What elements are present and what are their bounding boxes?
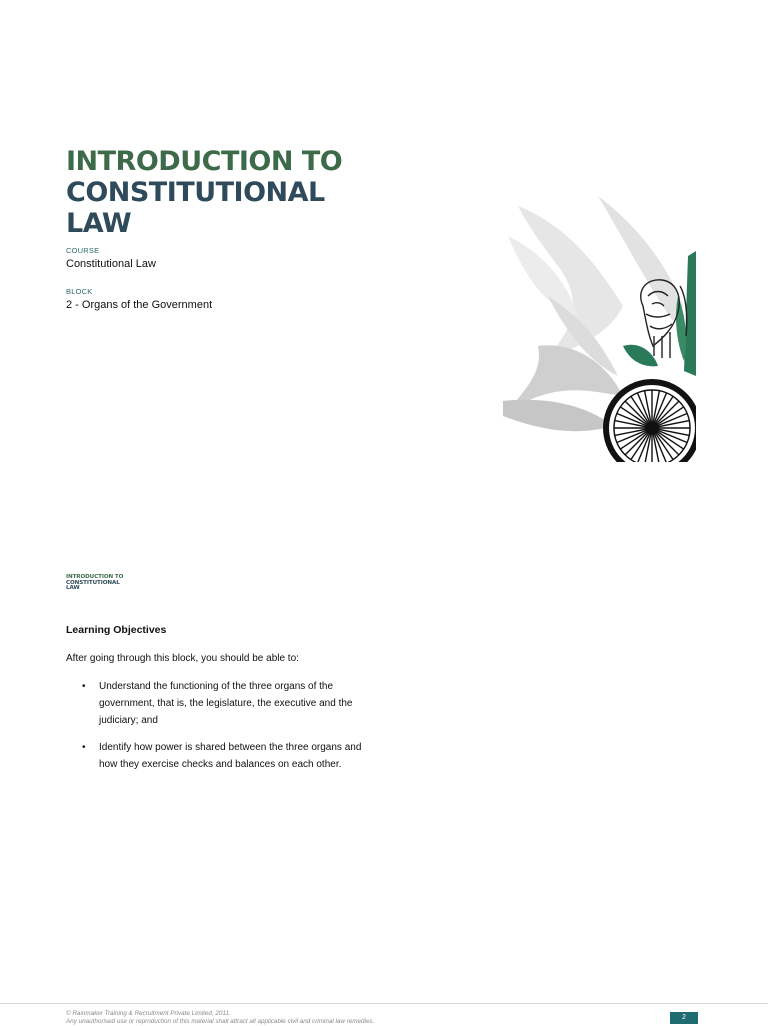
objectives-list [76,678,366,783]
footer-divider [0,1003,768,1004]
title-line-1: INTRODUCTION TO [66,146,343,177]
bullet-icon: • [82,742,86,753]
national-emblem-icon [448,146,696,462]
mini-logo-line-1: INTRODUCTION TO [66,574,124,580]
objective-text: Identify how power is shared between the three organs and how they exercise checks and balances on each other. [99,742,362,770]
list-item [76,739,366,773]
footer-copyright: © Rainmaker Training & Recruitment Private Limited, 2011. [66,1010,231,1017]
title-line-2: CONSTITUTIONAL [66,177,325,208]
mini-logo-line-2: CONSTITUTIONAL [66,579,120,586]
bullet-icon: • [82,681,86,692]
list-item [76,678,366,729]
page-number-badge: 2 [670,1012,698,1024]
block-value: 2 - Organs of the Government [66,299,213,311]
objective-text: Understand the functioning of the three organs of the government, that is, the legislature, the executive and the judiciary; and [99,681,353,726]
footer-notice: Any unauthorised use or reproduction of this material shall attract all applicable civil and criminal law remedies. [66,1018,375,1025]
learning-objectives-intro: After going through this block, you should be able to: [66,653,299,664]
block-label: BLOCK [66,287,93,296]
mini-logo-line-3: LAW [66,585,80,592]
document-title [66,146,342,239]
title-line-3: LAW [66,208,132,239]
course-label: COURSE [66,246,100,255]
course-value: Constitutional Law [66,258,156,270]
learning-objectives-heading: Learning Objectives [66,624,167,636]
mini-title-logo [66,575,123,592]
